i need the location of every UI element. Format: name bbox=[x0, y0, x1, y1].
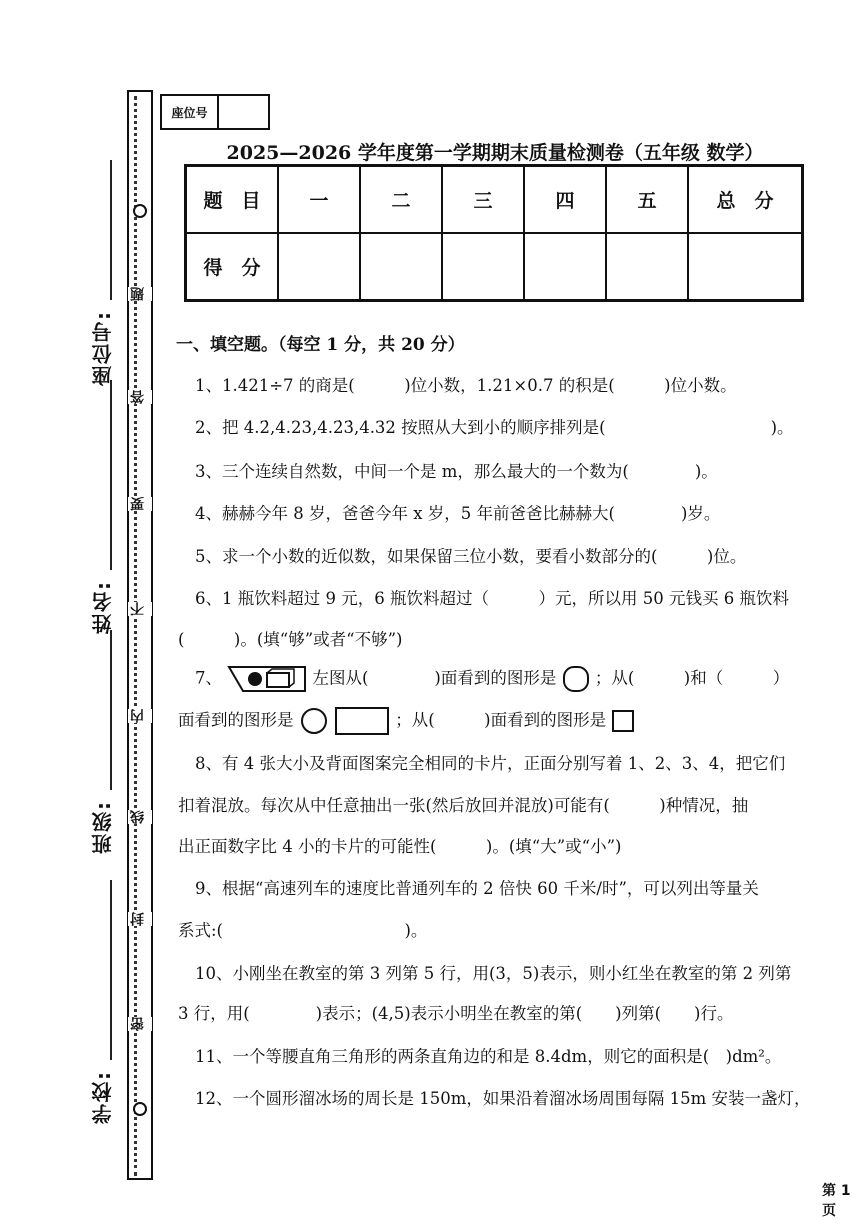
page-title: 2025—2026 学年度第一学期期末质量检测卷（五年级 数学） bbox=[226, 142, 764, 164]
question-10-line-1: 10、小刚坐在教室的第 3 列第 5 行，用(3，5)表示，则小红坐在教室的第 2 列第 bbox=[195, 964, 792, 983]
seat-number-label: 座位号 bbox=[162, 96, 219, 128]
question-10-line-2: 3 行，用( )表示；(4,5)表示小明坐在教室的第( )列第( )行。 bbox=[178, 1004, 734, 1023]
section-1-heading: 一、填空题。（每空 1 分，共 20 分） bbox=[176, 335, 465, 355]
rounded-square-view-icon bbox=[562, 665, 590, 693]
score-cell[interactable] bbox=[278, 233, 360, 301]
binding-hole-bottom bbox=[133, 1102, 147, 1116]
question-9-line-1: 9、根据“高速列车的速度比普通列车的 2 倍快 60 千米/时”，可以列出等量关 bbox=[195, 879, 759, 898]
school-label: 学校: bbox=[91, 1070, 115, 1124]
binding-char-7: 封 bbox=[128, 912, 152, 926]
score-header-cell: 总 分 bbox=[688, 166, 803, 234]
question-7-number: 7、 bbox=[195, 668, 222, 688]
question-7-line-2 bbox=[178, 706, 637, 736]
binding-char-5: 内 bbox=[128, 709, 152, 723]
binding-char-8: 密 bbox=[128, 1017, 152, 1031]
question-8-line-3: 出正面数字比 4 小的卡片的可能性( )。(填“大”或“小”) bbox=[178, 837, 622, 856]
binding-char-2: 答 bbox=[128, 390, 152, 404]
score-cell[interactable] bbox=[360, 233, 442, 301]
score-header-cell: 二 bbox=[360, 166, 442, 234]
circle-view-icon bbox=[299, 707, 329, 735]
question-7-line-1 bbox=[195, 664, 789, 694]
seat-number-box bbox=[160, 94, 270, 130]
question-7-text-3: 面看到的图形是 bbox=[178, 710, 294, 730]
score-header-cell: 五 bbox=[606, 166, 688, 234]
question-7-text-4: ；从( )面看到的图形是 bbox=[395, 710, 607, 730]
question-9-line-2: 系式:( )。 bbox=[178, 921, 428, 940]
question-8-line-1: 8、有 4 张大小及背面图案完全相同的卡片，正面分别写着 1、2、3、4，把它们 bbox=[195, 754, 786, 773]
question-6-line-1: 6、1 瓶饮料超过 9 元，6 瓶饮料超过（ ）元，所以用 50 元钱买 6 瓶饮料 bbox=[195, 589, 789, 608]
score-row-label: 得 分 bbox=[186, 233, 279, 301]
question-2: 2、把 4.2̇,4.23,4.2̇3̇,4.32 按照从大到小的顺序排列是( )。 bbox=[195, 418, 794, 437]
score-table bbox=[184, 164, 804, 302]
binding-char-1: 题 bbox=[128, 287, 152, 301]
score-cell[interactable] bbox=[524, 233, 606, 301]
seat-line bbox=[110, 160, 112, 300]
score-table-score-row bbox=[186, 233, 803, 301]
rectangle-view-icon bbox=[334, 706, 390, 736]
page-number: 第 1 页 bbox=[822, 1183, 851, 1219]
score-cell[interactable] bbox=[442, 233, 524, 301]
question-11: 11、一个等腰直角三角形的两条直角边的和是 8.4dm，则它的面积是( )dm²。 bbox=[195, 1047, 782, 1066]
binding-hole-top bbox=[133, 204, 147, 218]
binding-char-6: 线 bbox=[128, 810, 152, 824]
question-4: 4、赫赫今年 8 岁，爸爸今年 x 岁，5 年前爸爸比赫赫大( )岁。 bbox=[195, 504, 721, 523]
class-label: 班级: bbox=[91, 800, 115, 854]
question-5: 5、求一个小数的近似数，如果保留三位小数，要看小数部分的( )位。 bbox=[195, 547, 747, 566]
seat-number-field[interactable] bbox=[219, 96, 268, 128]
score-header-cell: 一 bbox=[278, 166, 360, 234]
binding-char-4: 不 bbox=[128, 602, 152, 616]
name-line bbox=[110, 380, 112, 570]
name-line-2 bbox=[110, 630, 112, 790]
binding-dots bbox=[134, 96, 147, 1176]
question-6-line-2: ( )。(填“够”或者“不够”) bbox=[178, 630, 403, 649]
question-1: 1、1.421÷7 的商是( )位小数，1.21×0.7 的积是( )位小数。 bbox=[195, 376, 737, 395]
question-8-line-2: 扣着混放。每次从中任意抽出一张(然后放回并混放)可能有( )种情况，抽 bbox=[178, 796, 749, 815]
binding-strip bbox=[127, 90, 153, 1180]
score-header-cell: 题 目 bbox=[186, 166, 279, 234]
question-3: 3、三个连续自然数，中间一个是 m，那么最大的一个数为( )。 bbox=[195, 462, 718, 481]
question-7-text-2: ；从( )和（ ） bbox=[594, 668, 790, 688]
name-label: 姓名: bbox=[91, 580, 115, 634]
question-7-text-1: 左图从( )面看到的图形是 bbox=[312, 668, 557, 688]
score-cell[interactable] bbox=[606, 233, 688, 301]
score-header-cell: 四 bbox=[524, 166, 606, 234]
solid-figure-icon bbox=[227, 664, 307, 694]
score-table-header-row bbox=[186, 166, 803, 234]
class-line bbox=[110, 880, 112, 1060]
question-12: 12、一个圆形溜冰场的周长是 150m，如果沿着溜冰场周围每隔 15m 安装一盏灯， bbox=[195, 1089, 811, 1108]
score-header-cell: 三 bbox=[442, 166, 524, 234]
binding-char-3: 要 bbox=[128, 497, 152, 511]
seat-label: 座位号: bbox=[91, 310, 115, 386]
score-cell[interactable] bbox=[688, 233, 803, 301]
square-view-icon bbox=[611, 709, 637, 733]
